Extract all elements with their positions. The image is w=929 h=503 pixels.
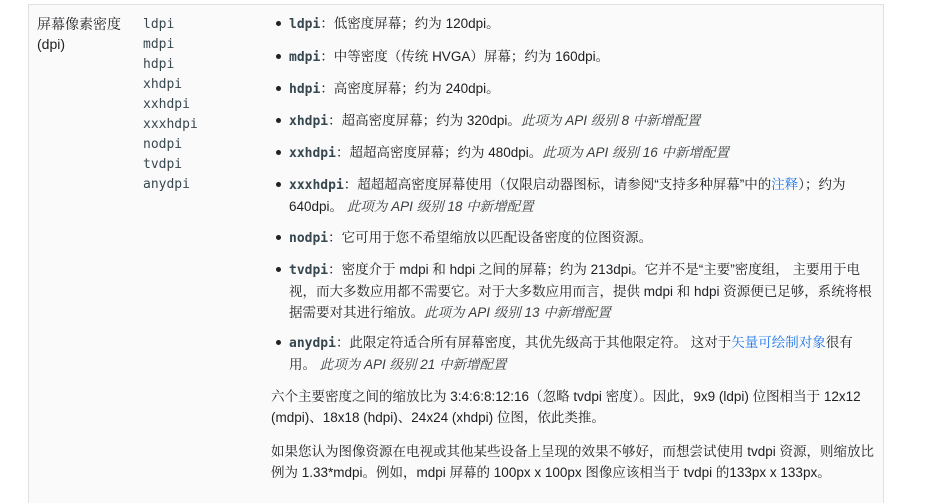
- bullet-icon: [276, 21, 281, 26]
- value-item: ldpi: [143, 17, 175, 32]
- bullet-icon: [276, 54, 281, 59]
- bullet-icon: [276, 235, 281, 240]
- list-item-mdpi: mdpi：中等密度（传统 HVGA）屏幕；约为 160dpi。: [271, 46, 877, 68]
- scaling-ratio-paragraph: 六个主要密度之间的缩放比为 3:4:6:8:12:16（忽略 tvdpi 密度）。因此，9x9 (ldpi) 位图相当于 12x12 (mdpi)、18x18 (hdpi)、24x24 (xhdpi) 位图，依此类推。: [271, 389, 861, 425]
- bullet-icon: [276, 267, 281, 272]
- qualifier-name: 屏幕像素密度(dpi): [37, 16, 121, 52]
- list-item-nodpi: nodpi：它可用于您不希望缩放以匹配设备密度的位图资源。: [271, 227, 877, 249]
- qualifier-table-row: [28, 4, 884, 503]
- list-item-xxhdpi: xxhdpi：超超高密度屏幕；约为 480dpi。此项为 API 级别 16 中新增配置: [271, 142, 877, 164]
- bullet-icon: [276, 182, 281, 187]
- value-item: xxxhdpi: [143, 117, 198, 132]
- bullet-icon: [276, 340, 281, 345]
- notes-link[interactable]: 注释: [771, 177, 799, 192]
- value-item: nodpi: [143, 137, 183, 152]
- list-item-anydpi: anydpi：此限定符适合所有屏幕密度，其优先级高于其他限定符。 这对于矢量可绘制对象很有用。 此项为 API 级别 21 中新增配置: [271, 332, 877, 375]
- list-item-xxxhdpi: xxxhdpi：超超超高密度屏幕使用（仅限启动器图标，请参阅“支持多种屏幕”中的注释）；约为 640dpi。 此项为 API 级别 18 中新增配置: [271, 174, 877, 217]
- value-item: xhdpi: [143, 77, 183, 92]
- qualifier-values: [143, 15, 263, 195]
- list-item-ldpi: ldpi：低密度屏幕；约为 120dpi。: [271, 13, 877, 35]
- value-item: mdpi: [143, 37, 175, 52]
- value-item: tvdpi: [143, 157, 183, 172]
- value-item: hdpi: [143, 57, 175, 72]
- bullet-icon: [276, 86, 281, 91]
- tvdpi-paragraph: 如果您认为图像资源在电视或其他某些设备上呈现的效果不够好，而想尝试使用 tvdpi 资源，则缩放比例为 1.33*mdpi。例如，mdpi 屏幕的 100px x 100px 图像应该相当于 tvdpi 的133px x 133px。: [271, 444, 875, 480]
- bullet-icon: [276, 150, 281, 155]
- value-item: xxhdpi: [143, 97, 190, 112]
- list-item-xhdpi: xhdpi：超高密度屏幕；约为 320dpi。此项为 API 级别 8 中新增配置: [271, 110, 877, 132]
- bullet-icon: [276, 118, 281, 123]
- list-item-hdpi: hdpi：高密度屏幕；约为 240dpi。: [271, 78, 877, 100]
- value-item: anydpi: [143, 177, 190, 192]
- vector-drawables-link[interactable]: 矢量可绘制对象: [731, 335, 826, 350]
- list-item-tvdpi: tvdpi：密度介于 mdpi 和 hdpi 之间的屏幕；约为 213dpi。它并不是“主要”密度组， 主要用于电视，而大多数应用都不需要它。对于大多数应用而言，提供 mdpi 和 hdpi 资源便已足够，系统将根据需要对其进行缩放。此项为 API 级别 13 中新增配置: [271, 259, 877, 323]
